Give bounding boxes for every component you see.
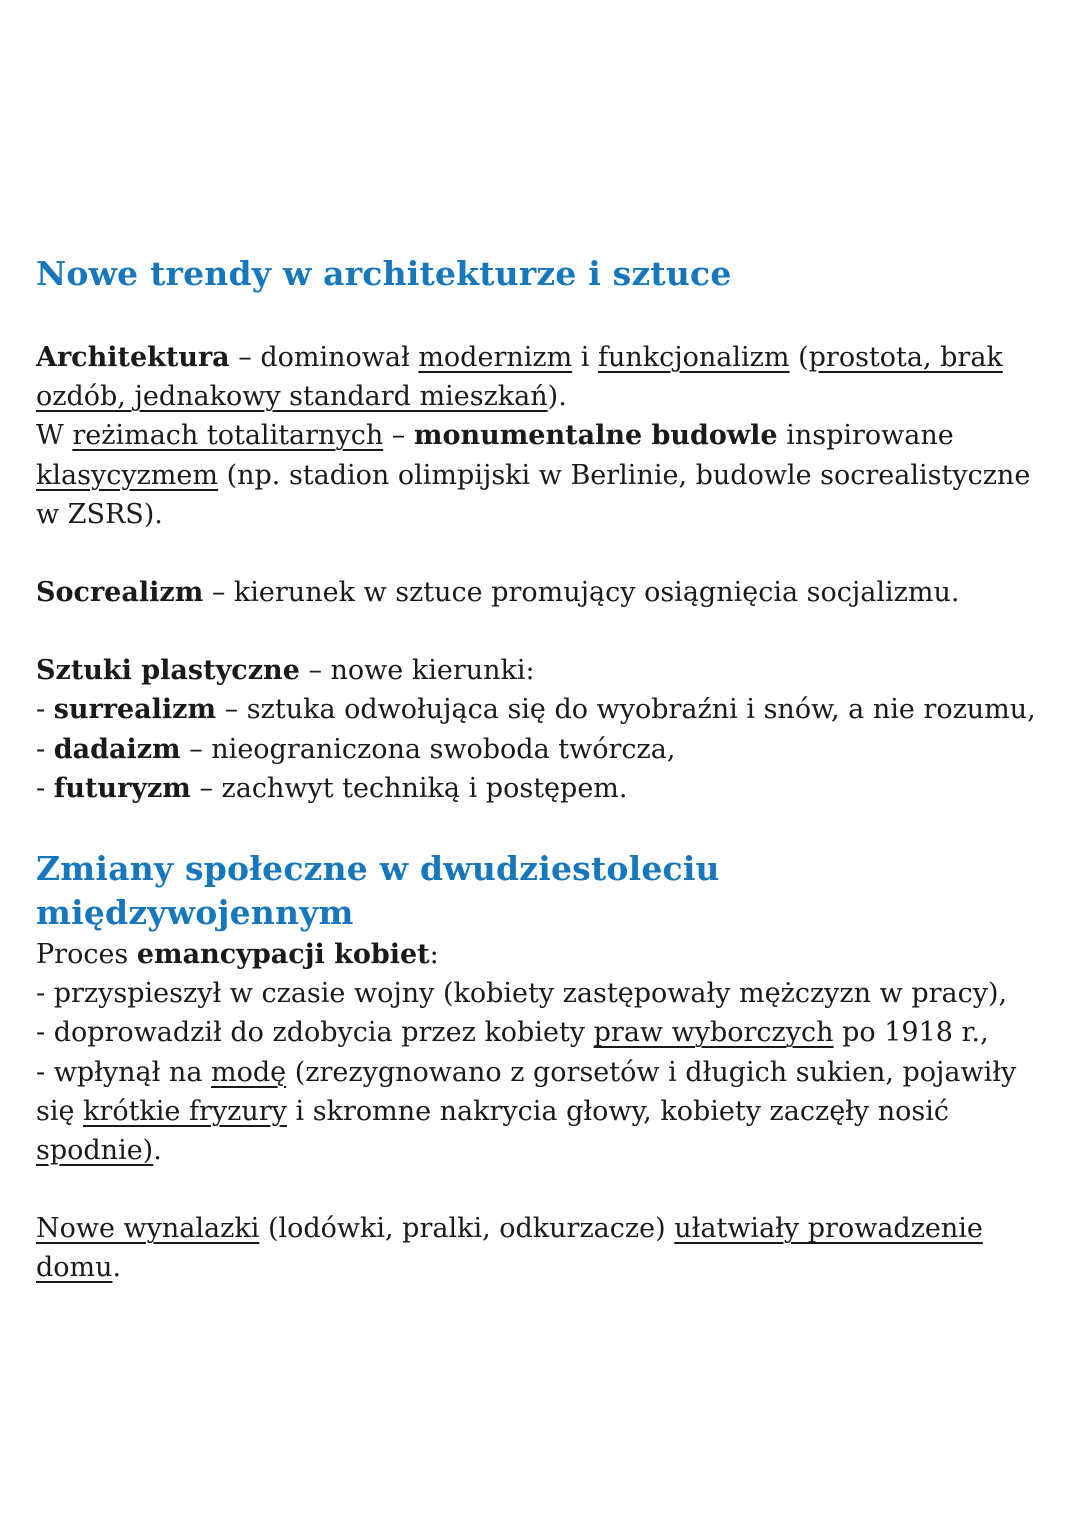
paragraph-socrealizm: Socrealizm – kierunek w sztuce promujący osiągnięcia socjalizmu. [36,577,960,609]
list-item: - futuryzm – zachwyt techniką i postępem. [36,772,628,804]
term-emancipation: emancypacji kobiet [136,939,430,971]
paragraph-architecture: Architektura – dominował modernizm i funkcjonalizm (prostota, brak ozdób, jednakowy standard mieszkań). [36,342,1003,413]
underlined-funkcjonalizm: funkcjonalizm [598,342,790,373]
paragraph-inventions: Nowe wynalazki (lodówki, pralki, odkurzacze) ułatwiały prowadzenie domu. [36,1213,983,1284]
term-surrealizm: surrealizm [53,694,217,726]
underlined-regimes: reżimach totalitarnych [72,420,384,452]
term-plastic-arts: Sztuki plastyczne [36,655,300,687]
heading-architecture-art: Nowe trendy w architekturze i sztuce [36,254,732,293]
underlined-features: prostota, brak ozdób, jednakowy standard mieszkań [36,342,1003,413]
term-dadaizm: dadaizm [53,733,181,765]
underlined-inventions: Nowe wynalazki [36,1213,260,1245]
underlined-fashion: modę [211,1056,287,1088]
underlined-haircuts: krótkie fryzury [83,1095,287,1127]
term-socrealizm: Socrealizm [36,577,204,609]
underlined-classicism: klasycyzmem [36,459,218,491]
list-item: - przyspieszył w czasie wojny (kobiety zastępowały mężczyzn w pracy), [36,978,1008,1010]
list-item: - doprowadził do zdobycia przez kobiety praw wyborczych po 1918 r., [36,1017,989,1049]
paragraph-emancipation: Proces emancypacji kobiet: [36,939,439,971]
underlined-effect: ułatwiały prowadzenie domu [36,1213,983,1284]
heading-social-changes: Zmiany społeczne w dwudziestoleciu międzywojennym [36,849,720,933]
term-monumental: monumentalne budowle [413,420,778,452]
list-item: - surrealizm – sztuka odwołująca się do wyobraźni i snów, a nie rozumu, [36,694,1036,726]
underlined-trousers: spodnie) [36,1135,154,1167]
list-item: - wpłynął na modę (zrezygnowano z gorsetów i długich sukien, pojawiły się krótkie fryzury i skromne nakrycia głowy, kobiety zaczęły nosić spodnie). [36,1056,1017,1167]
document-page [36,252,1046,1288]
term-futuryzm: futuryzm [53,772,191,804]
paragraph-plastic-arts: Sztuki plastyczne – nowe kierunki: [36,655,535,687]
list-item: - dadaizm – nieograniczona swoboda twórcza, [36,733,676,765]
underlined-voting-rights: praw wyborczych [593,1017,834,1049]
underlined-modernizm: modernizm [418,342,573,373]
paragraph-totalitarian: W reżimach totalitarnych – monumentalne budowle inspirowane klasycyzmem (np. stadion olimpijski w Berlinie, budowle socrealistyczne w ZSRS). [36,420,1031,530]
term-architektura: Architektura [36,342,230,373]
